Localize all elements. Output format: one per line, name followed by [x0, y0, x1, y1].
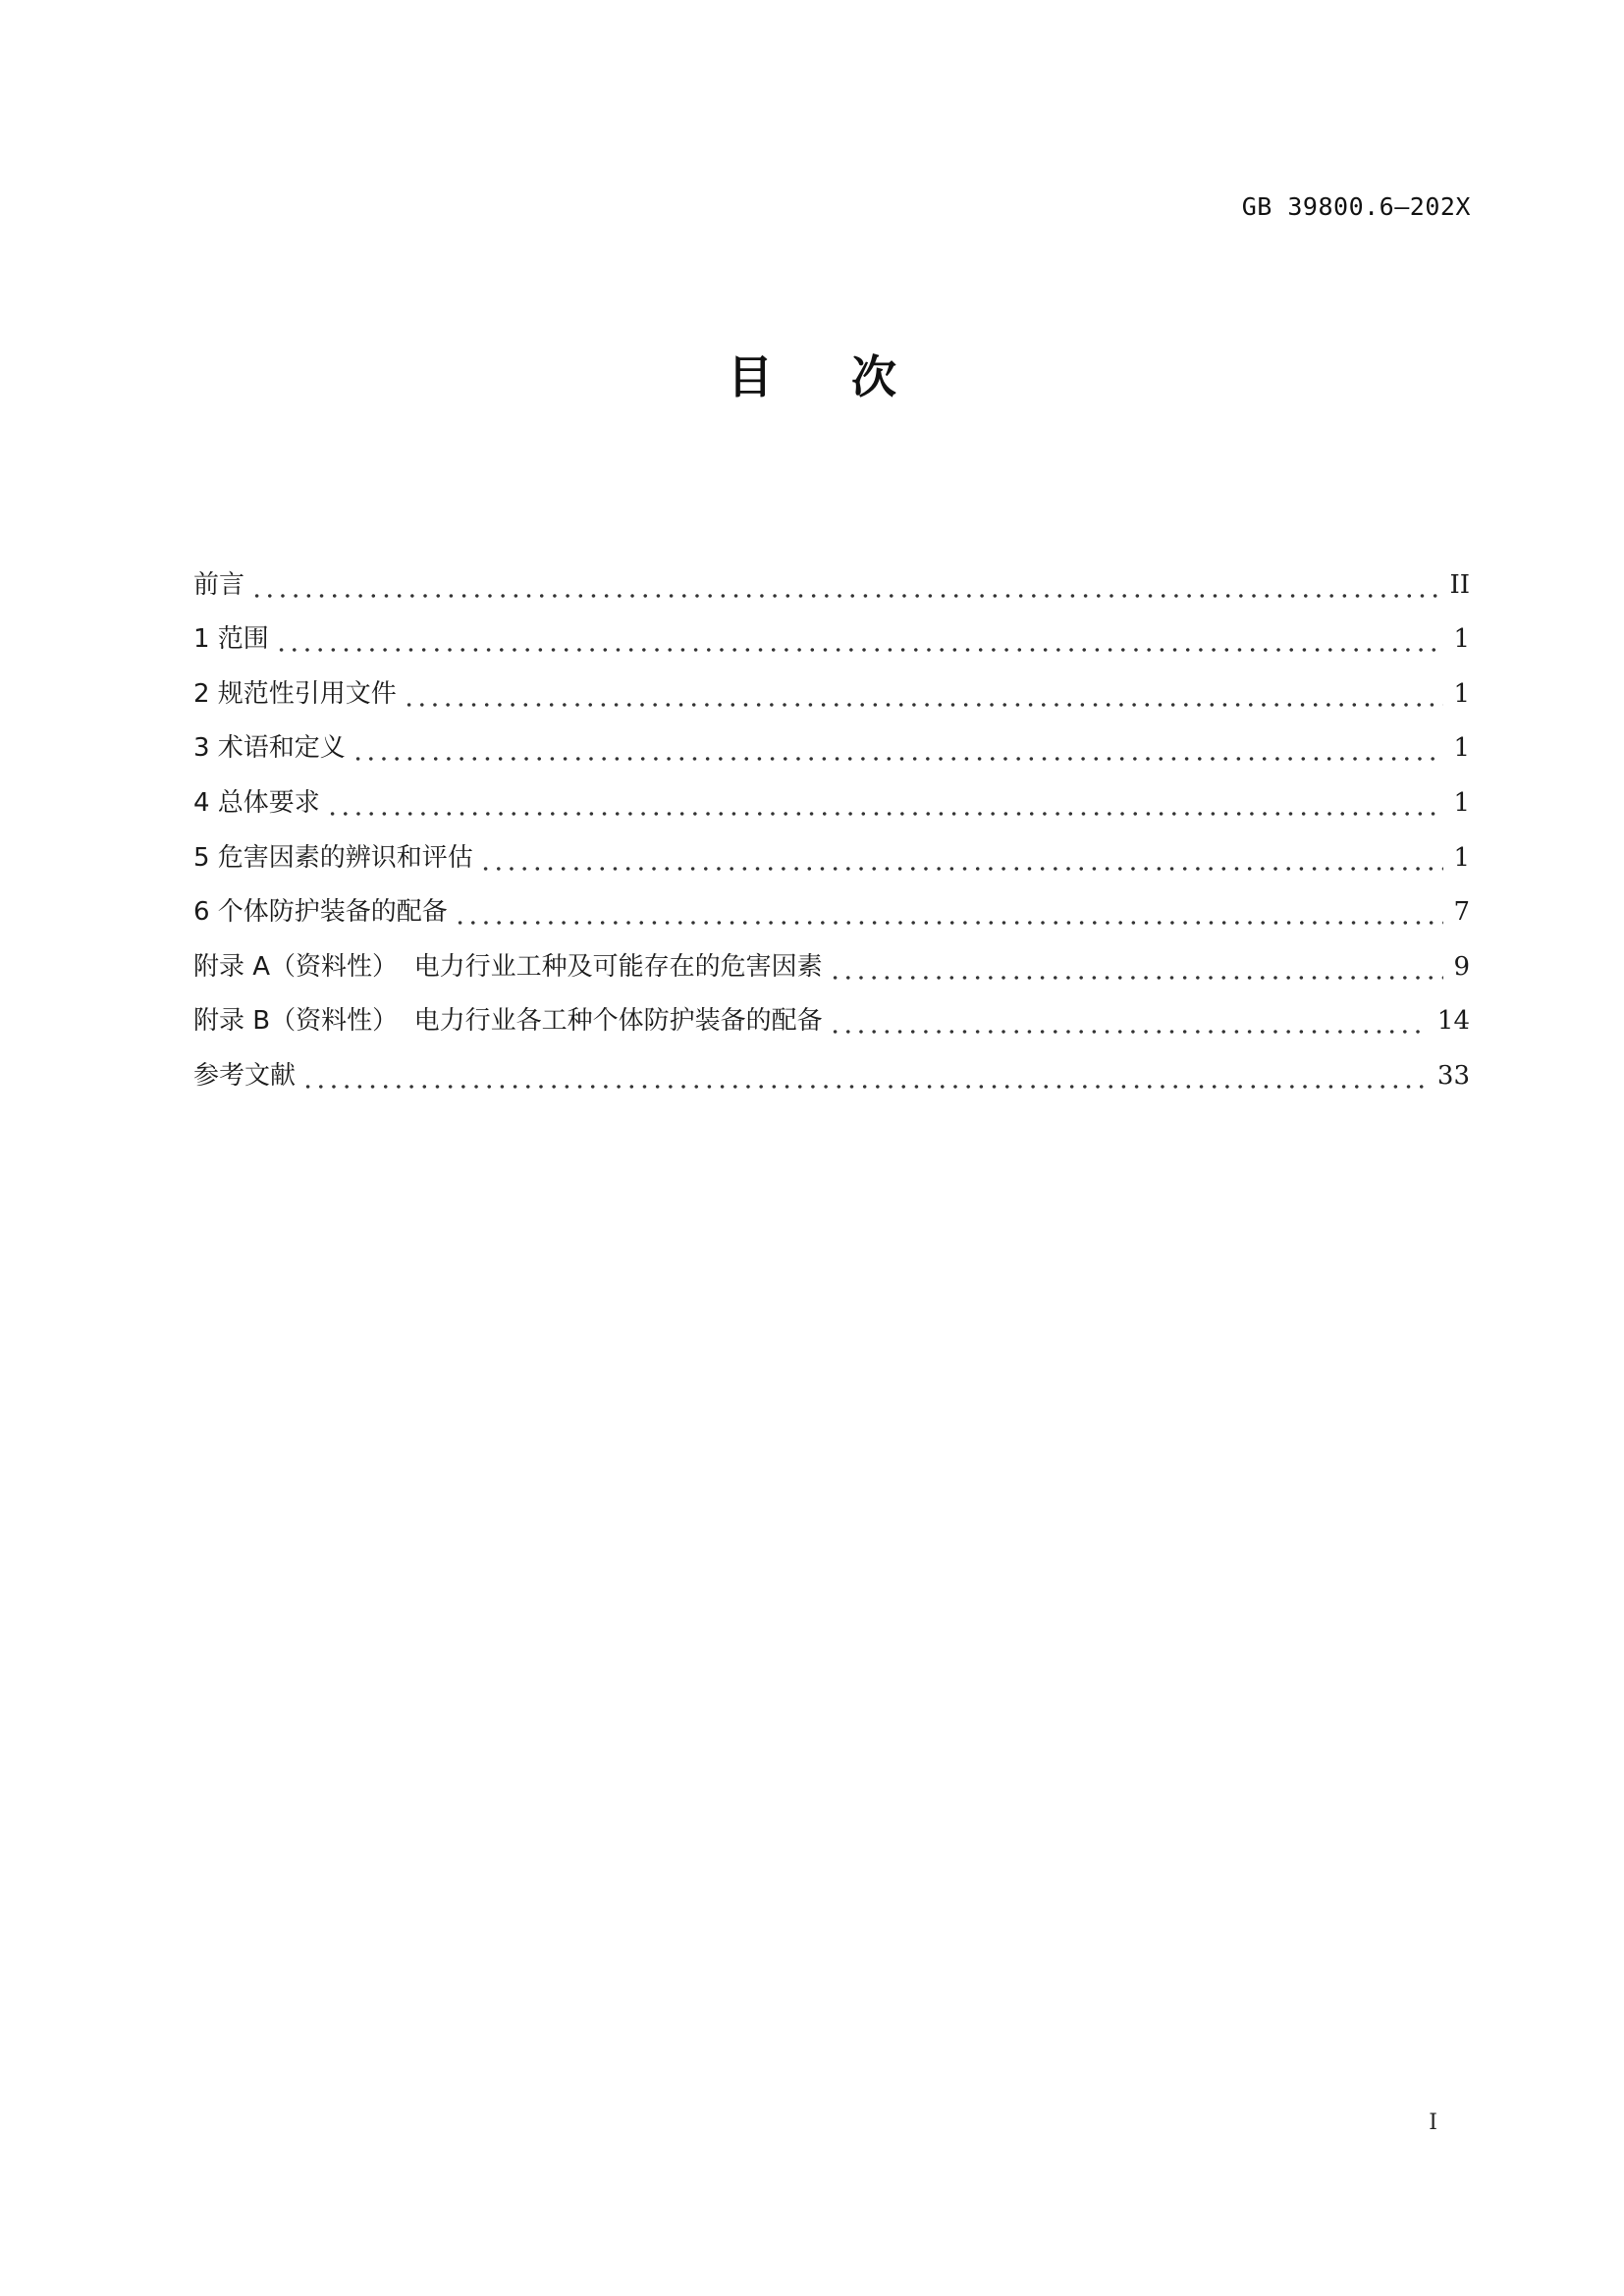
toc-leader-dots	[326, 788, 1444, 818]
toc-entry-page: II	[1449, 569, 1470, 600]
toc-entry-preface[interactable]	[193, 545, 1470, 600]
toc-entry-scope[interactable]	[193, 600, 1470, 655]
toc-entry-general-requirements[interactable]	[193, 763, 1470, 818]
toc-entry-annex-b[interactable]	[193, 982, 1470, 1037]
toc-entry-page: 1	[1453, 787, 1470, 818]
toc-leader-dots	[454, 897, 1444, 927]
toc-leader-dots	[352, 733, 1444, 763]
toc-leader-dots	[479, 843, 1444, 873]
toc-entry-label: 4 总体要求	[193, 787, 320, 818]
toc-entry-page: 14	[1436, 1006, 1470, 1037]
toc-entry-ppe-provision[interactable]	[193, 873, 1470, 928]
toc-entry-page: 1	[1453, 624, 1470, 655]
table-of-contents	[193, 545, 1470, 1091]
toc-entry-label: 3 术语和定义	[193, 733, 346, 764]
toc-entry-page: 1	[1453, 733, 1470, 764]
toc-entry-label: 2 规范性引用文件	[193, 678, 397, 709]
toc-entry-normative-references[interactable]	[193, 654, 1470, 709]
toc-entry-bibliography[interactable]	[193, 1036, 1470, 1091]
toc-entry-terms-definitions[interactable]	[193, 709, 1470, 764]
toc-entry-annex-a[interactable]	[193, 927, 1470, 982]
toc-leader-dots	[829, 952, 1444, 982]
toc-entry-label: 1 范围	[193, 624, 269, 655]
toc-entry-hazard-identification[interactable]	[193, 818, 1470, 873]
toc-entry-page: 7	[1453, 897, 1470, 928]
toc-entry-page: 9	[1453, 951, 1470, 982]
toc-entry-label: 6 个体防护装备的配备	[193, 897, 448, 928]
document-code: GB 39800.6—202X	[1241, 192, 1471, 221]
toc-leader-dots	[301, 1061, 1428, 1091]
toc-leader-dots	[403, 679, 1444, 709]
toc-leader-dots	[250, 570, 1439, 600]
toc-entry-label: 参考文献	[193, 1060, 297, 1091]
toc-entry-page: 33	[1436, 1060, 1470, 1091]
toc-entry-label: 附录 A（资料性） 电力行业工种及可能存在的危害因素	[193, 951, 823, 982]
page-number: I	[1429, 2110, 1437, 2135]
toc-entry-label: 附录 B（资料性） 电力行业各工种个体防护装备的配备	[193, 1006, 823, 1037]
toc-leader-dots	[829, 1006, 1428, 1036]
toc-title: 目次	[728, 350, 975, 403]
toc-leader-dots	[275, 624, 1444, 654]
toc-entry-page: 1	[1453, 678, 1470, 709]
toc-entry-label: 前言	[193, 569, 245, 600]
toc-entry-page: 1	[1453, 842, 1470, 873]
toc-entry-label: 5 危害因素的辨识和评估	[193, 842, 473, 873]
